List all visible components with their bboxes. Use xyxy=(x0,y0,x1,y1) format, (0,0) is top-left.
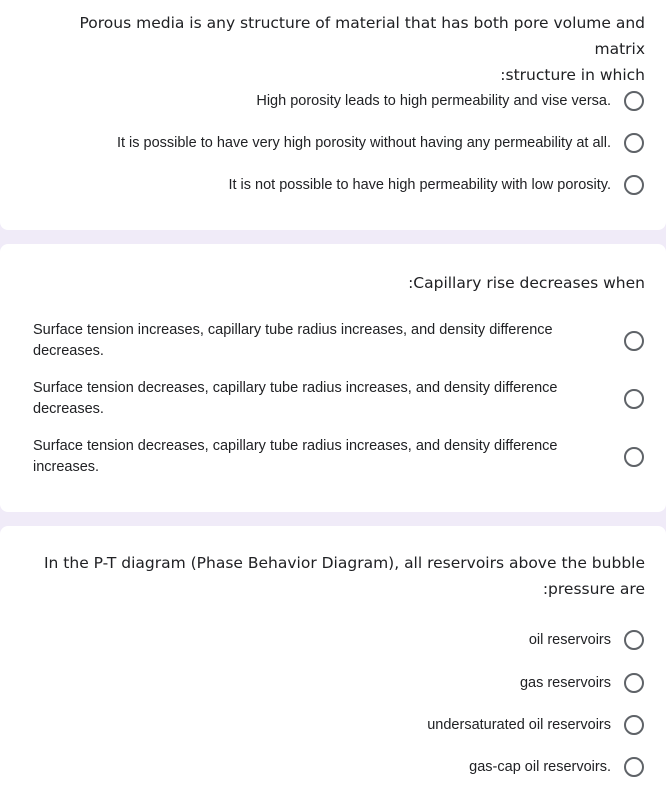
question-title xyxy=(25,270,645,296)
option-label: It is possible to have very high porosity without having any permeability at all. xyxy=(116,135,611,151)
question-text-line-1: In the P-T diagram (Phase Behavior Diagram), all reservoirs above the bubble xyxy=(43,554,645,572)
option-undersaturated-oil-reservoirs[interactable] xyxy=(427,714,644,736)
question-card-2 xyxy=(0,244,666,512)
radio-button[interactable] xyxy=(624,389,644,409)
option-tension-increases[interactable] xyxy=(33,320,644,362)
option-label: gas-cap oil reservoirs. xyxy=(469,759,611,775)
radio-button[interactable] xyxy=(624,91,644,111)
option-tension-decreases-density-decreases[interactable] xyxy=(33,378,644,420)
radio-button[interactable] xyxy=(624,331,644,351)
option-label: Surface tension decreases, capillary tube radius increases, and density difference decreases. xyxy=(33,380,558,417)
option-very-high-porosity[interactable] xyxy=(117,132,644,154)
option-label: oil reservoirs xyxy=(528,632,611,648)
question-text-line-2: :pressure are xyxy=(542,580,645,598)
option-label: gas reservoirs xyxy=(519,675,611,691)
radio-button[interactable] xyxy=(624,715,644,735)
radio-button[interactable] xyxy=(624,175,644,195)
option-high-porosity[interactable] xyxy=(256,90,644,112)
question-card-1 xyxy=(0,0,666,230)
question-text-line-1: :Capillary rise decreases when xyxy=(408,274,645,292)
option-label: Surface tension decreases, capillary tube radius increases, and density difference increases. xyxy=(33,438,558,475)
option-not-possible[interactable] xyxy=(228,174,644,196)
question-title xyxy=(25,10,645,88)
question-title xyxy=(25,550,645,602)
radio-button[interactable] xyxy=(624,133,644,153)
option-label: Surface tension increases, capillary tube radius increases, and density difference decreases. xyxy=(33,322,553,359)
option-gas-reservoirs[interactable] xyxy=(520,672,644,694)
question-card-3 xyxy=(0,526,666,800)
option-gas-cap-oil-reservoirs[interactable] xyxy=(469,756,644,778)
radio-button[interactable] xyxy=(624,447,644,467)
option-tension-decreases-density-increases[interactable] xyxy=(33,436,644,478)
question-text-line-2: :structure in which xyxy=(500,66,645,84)
option-oil-reservoirs[interactable] xyxy=(529,629,644,651)
radio-button[interactable] xyxy=(624,673,644,693)
option-label: undersaturated oil reservoirs xyxy=(427,717,611,733)
question-text-line-1: Porous media is any structure of material that has both pore volume and matrix xyxy=(79,14,645,58)
radio-button[interactable] xyxy=(624,757,644,777)
option-label: High porosity leads to high permeability and vise versa. xyxy=(256,93,611,109)
radio-button[interactable] xyxy=(624,630,644,650)
option-label: It is not possible to have high permeability with low porosity. xyxy=(228,177,611,193)
